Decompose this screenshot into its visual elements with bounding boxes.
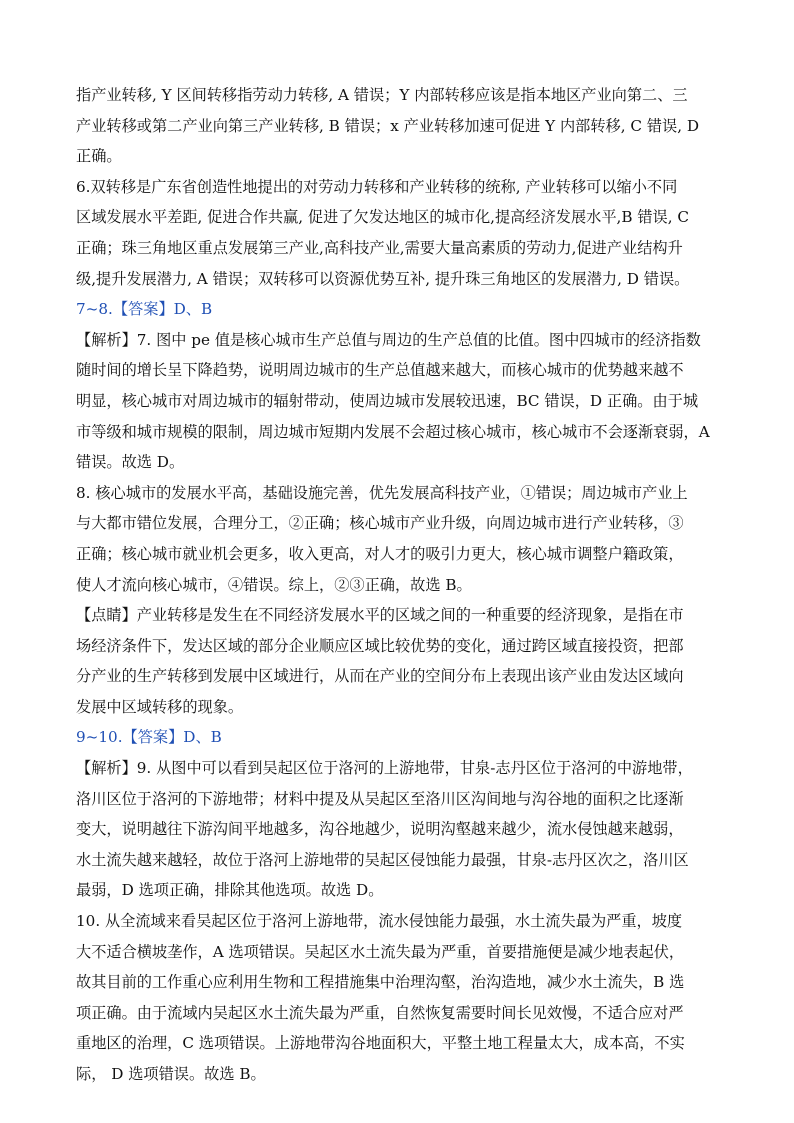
text-line: 洛川区位于洛河的下游地带；材料中提及从吴起区至洛川区沟间地与沟谷地的面积之比逐渐 xyxy=(76,789,684,808)
text-line: 项正确。由于流域内吴起区水土流失最为严重，自然恢复需要时间长见效慢，不适合应对严 xyxy=(76,1003,684,1022)
text-line: 发展中区域转移的现象。 xyxy=(76,697,244,716)
text-line: 正确；珠三角地区重点发展第三产业,高科技产业,需要大量高素质的劳动力,促进产业结构升 xyxy=(76,238,683,257)
text-line: 随时间的增长呈下降趋势，说明周边城市的生产总值越来越大，而核心城市的优势越来越不 xyxy=(76,361,684,380)
text-line: 产业转移或第二产业向第三产业转移, B 错误；x 产业转移加速可促进 Y 内部转移, C 错误, D xyxy=(76,116,700,135)
text-line: 与大都市错位发展，合理分工，②正确；核心城市产业升级，向周边城市进行产业转移，③ xyxy=(76,514,684,533)
text-line: 重地区的治理，C 选项错误。上游地带沟谷地面积大，平整土地工程量太大，成本高，不实 xyxy=(76,1034,685,1053)
text-line: 错误。故选 D。 xyxy=(76,453,185,472)
text-line: 级,提升发展潜力, A 错误；双转移可以资源优势互补, 提升珠三角地区的发展潜力, D 错误。 xyxy=(76,269,690,288)
text-line: 8. 核心城市的发展水平高，基础设施完善，优先发展高科技产业，①错误；周边城市产业上 xyxy=(76,483,688,502)
text-line: 水土流失越来越轻，故位于洛河上游地带的吴起区侵蚀能力最强，甘泉-志丹区次之，洛川区 xyxy=(76,850,689,869)
text-line: 使人才流向核心城市，④错误。综上，②③正确，故选 B。 xyxy=(76,575,472,594)
text-line: 明显，核心城市对周边城市的辐射带动，使周边城市发展较迅速，BC 错误，D 正确。由于城 xyxy=(76,391,699,410)
text-line: 分产业的生产转移到发展中区域进行，从而在产业的空间分布上表现出该产业由发达区域向 xyxy=(76,667,684,686)
text-line: 场经济条件下，发达区域的部分企业顺应区域比较优势的变化，通过跨区域直接投资，把部 xyxy=(76,636,684,655)
text-line: 变大，说明越往下游沟间平地越多，沟谷地越少，说明沟壑越来越少，流水侵蚀越来越弱， xyxy=(76,820,684,839)
text-line: 故其目前的工作重心应利用生物和工程措施集中治理沟壑，治沟造地，减少水土流失，B 选 xyxy=(76,973,685,992)
text-line: 【解析】9. 从图中可以看到吴起区位于洛河的上游地带，甘泉-志丹区位于洛河的中游地带， xyxy=(76,759,693,778)
text-line: 10. 从全流域来看吴起区位于洛河上游地带，流水侵蚀能力最强，水土流失最为严重，坡度 xyxy=(76,912,683,931)
text-line: 6.双转移是广东省创造性地提出的对劳动力转移和产业转移的统称, 产业转移可以缩小不同 xyxy=(76,177,678,196)
text-line: 指产业转移, Y 区间转移指劳动力转移, A 错误；Y 内部转移应该是指本地区产业向第二、三 xyxy=(76,86,688,104)
document-body xyxy=(76,80,748,1090)
text-line: 最弱，D 选项正确，排除其他选项。故选 D。 xyxy=(76,881,384,900)
text-line: 际， D 选项错误。故选 B。 xyxy=(76,1065,266,1083)
text-line: 【点睛】产业转移是发生在不同经济发展水平的区域之间的一种重要的经济现象，是指在市 xyxy=(76,606,684,625)
text-line: 区域发展水平差距, 促进合作共赢, 促进了欠发达地区的城市化,提高经济发展水平,B 错误, C xyxy=(76,208,689,227)
text-line: 正确；核心城市就业机会更多，收入更高，对人才的吸引力更大，核心城市调整户籍政策， xyxy=(76,544,684,563)
text-line: 大不适合横坡垄作，A 选项错误。吴起区水土流失最为严重，首要措施便是减少地表起伏， xyxy=(76,942,685,961)
text-line: 市等级和城市规模的限制，周边城市短期内发展不会超过核心城市，核心城市不会逐渐衰弱，A xyxy=(76,422,710,441)
answer-line: 9~10.【答案】D、B xyxy=(76,728,222,747)
text-line: 正确。 xyxy=(76,147,122,166)
text-line: 【解析】7. 图中 pe 值是核心城市生产总值与周边的生产总值的比值。图中四城市的经济指数 xyxy=(76,330,701,349)
answer-line: 7~8.【答案】D、B xyxy=(76,300,213,319)
